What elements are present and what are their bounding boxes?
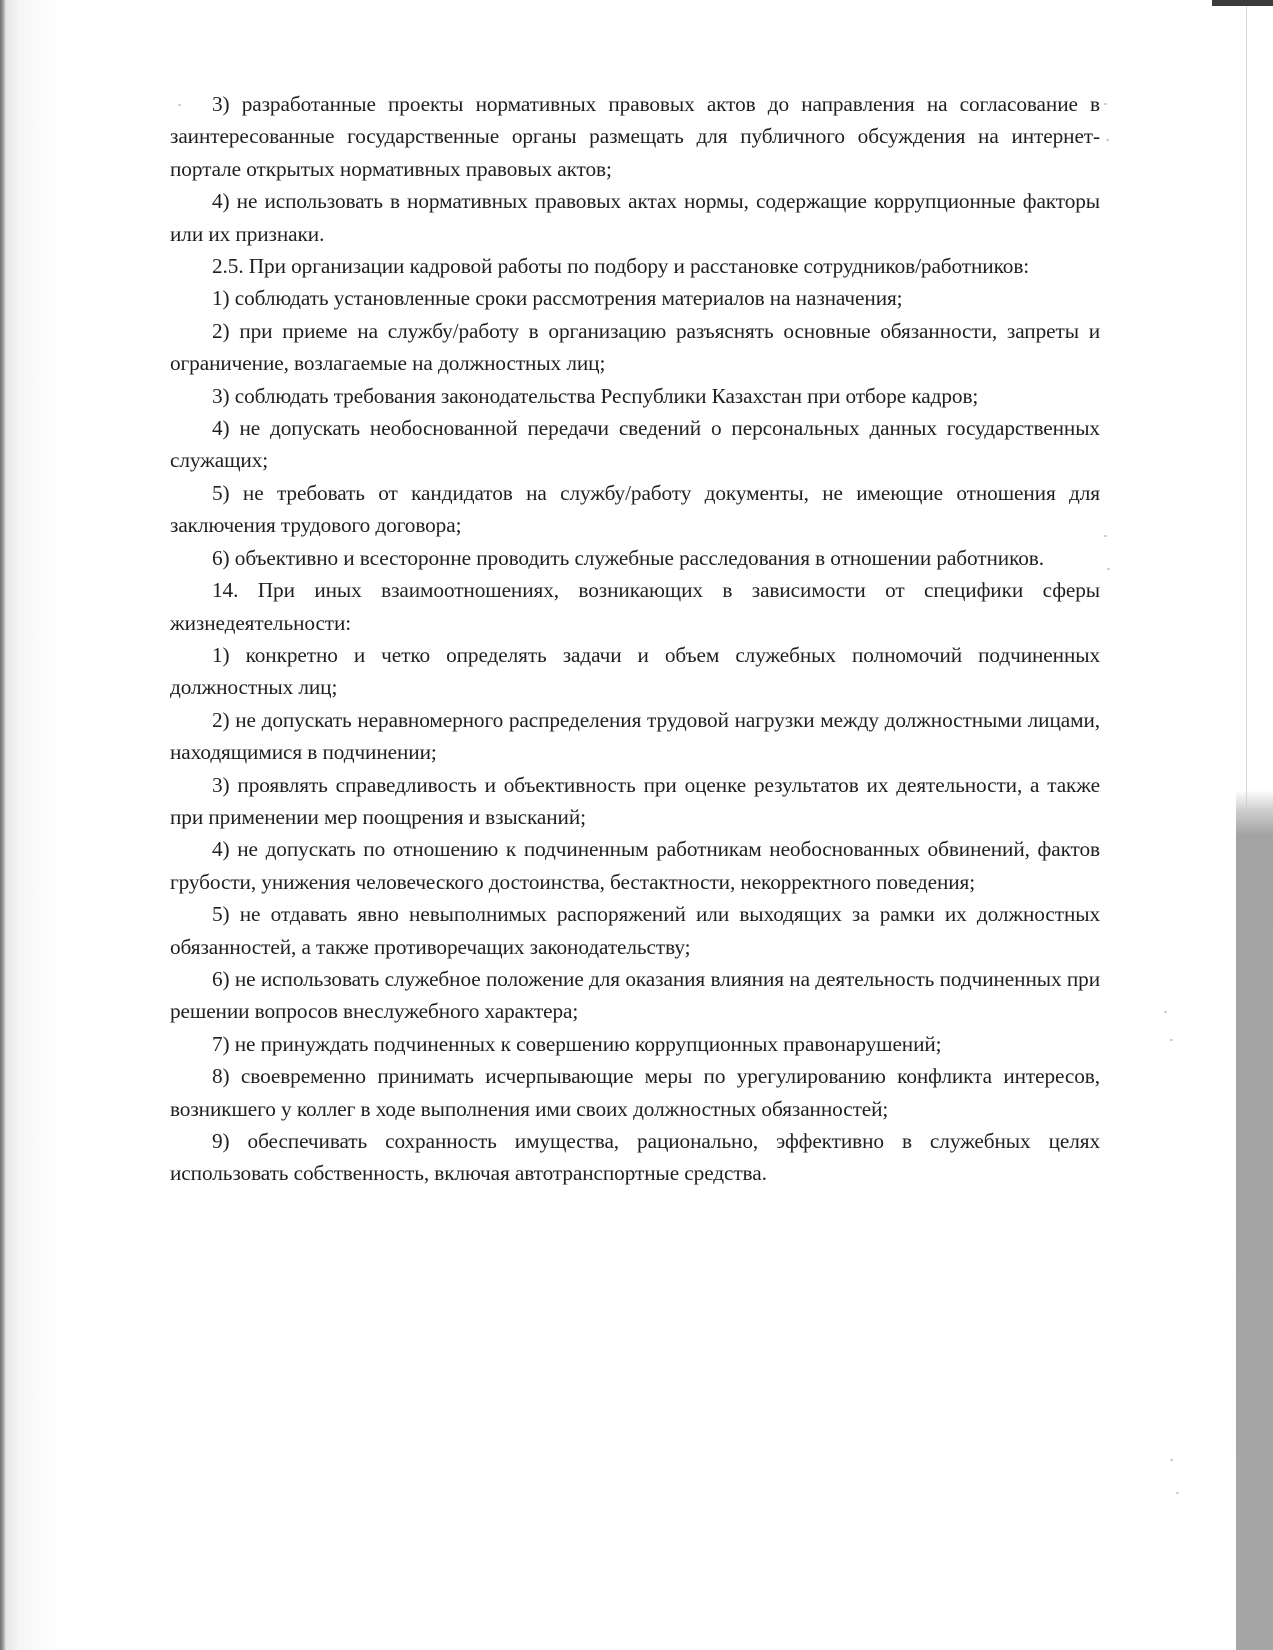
scan-left-edge-shadow	[0, 0, 58, 1650]
paragraph-14-item-7: 7) не принуждать подчиненных к совершению коррупционных правонарушений;	[212, 1031, 942, 1056]
paragraph-2-5-item-6: 6) объективно и всесторонне проводить служебные расследования в отношении работников.	[212, 545, 1044, 570]
scan-speck	[1170, 1459, 1173, 1461]
paragraph-14-item-9: 9) обеспечивать сохранность имущества, рационально, эффективно в служебных целях использовать собственность, включая автотранспортные средства.	[170, 1129, 1100, 1186]
paragraph-2-4-item-4: 4) не использовать в нормативных правовых актах нормы, содержащие коррупционные факторы или их признаки.	[170, 189, 1100, 246]
paragraph-2-5-item-5: 5) не требовать от кандидатов на службу/работу документы, не имеющие отношения для заключения трудового договора;	[170, 480, 1100, 538]
paragraph-2-5-item-2: 2) при приеме на службу/работу в организацию разъяснять основные обязанности, запреты и ограничение, возлагаемые на должностных лиц;	[170, 318, 1100, 376]
scan-speck	[1176, 1492, 1179, 1494]
section-14-heading: 14. При иных взаимоотношениях, возникающих в зависимости от специфики сферы жизнедеятельности:	[170, 578, 1100, 635]
document-page	[170, 88, 1100, 1190]
paragraph-14-item-8: 8) своевременно принимать исчерпывающие меры по урегулированию конфликта интересов, возникшего у коллег в ходе выполнения ими своих должностных обязанностей;	[170, 1064, 1100, 1121]
section-2-5-heading: 2.5. При организации кадровой работы по подбору и расстановке сотрудников/работников:	[212, 254, 1030, 279]
paragraph-2-5-item-4: 4) не допускать необоснованной передачи сведений о персональных данных государственных служащих;	[170, 416, 1100, 473]
paragraph-14-item-4: 4) не допускать по отношению к подчиненным работникам необоснованных обвинений, фактов грубости, унижения человеческого достоинства, бестактности, некорректного поведения;	[170, 837, 1100, 894]
paragraph-14-item-6: 6) не использовать служебное положение для оказания влияния на деятельность подчиненных при решении вопросов внеслужебного характера;	[170, 966, 1100, 1024]
scan-speck	[1104, 103, 1107, 105]
scan-speck	[1104, 535, 1107, 537]
paragraph-2-4-item-3: 3) разработанные проекты нормативных правовых актов до направления на согласование в заинтересованные государственные органы размещать для публичного обсуждения на интернет-портале открытых нормативных правовых актов;	[170, 92, 1100, 181]
paragraph-14-item-5: 5) не отдавать явно невыполнимых распоряжений или выходящих за рамки их должностных обязанностей, а также противоречащих законодательству;	[170, 902, 1100, 959]
scan-speck	[1170, 1039, 1173, 1041]
scan-top-right-mark	[1212, 0, 1273, 6]
paragraph-2-5-item-3: 3) соблюдать требования законодательства Республики Казахстан при отборе кадров;	[212, 383, 979, 408]
paragraph-14-item-1: 1) конкретно и четко определять задачи и объем служебных полномочий подчиненных должностных лиц;	[170, 642, 1100, 700]
scan-right-edge-shadow	[1236, 790, 1273, 1650]
paragraph-14-item-2: 2) не допускать неравномерного распределения трудовой нагрузки между должностными лицами, находящимися в подчинении;	[170, 707, 1100, 765]
scan-speck	[1107, 568, 1110, 570]
paragraph-14-item-3: 3) проявлять справедливость и объективность при оценке результатов их деятельности, а также при применении мер поощрения и взысканий;	[170, 772, 1100, 829]
scan-speck	[1106, 139, 1109, 141]
scan-speck	[1164, 1011, 1167, 1013]
paragraph-2-5-item-1: 1) соблюдать установленные сроки рассмотрения материалов на назначения;	[212, 286, 903, 311]
